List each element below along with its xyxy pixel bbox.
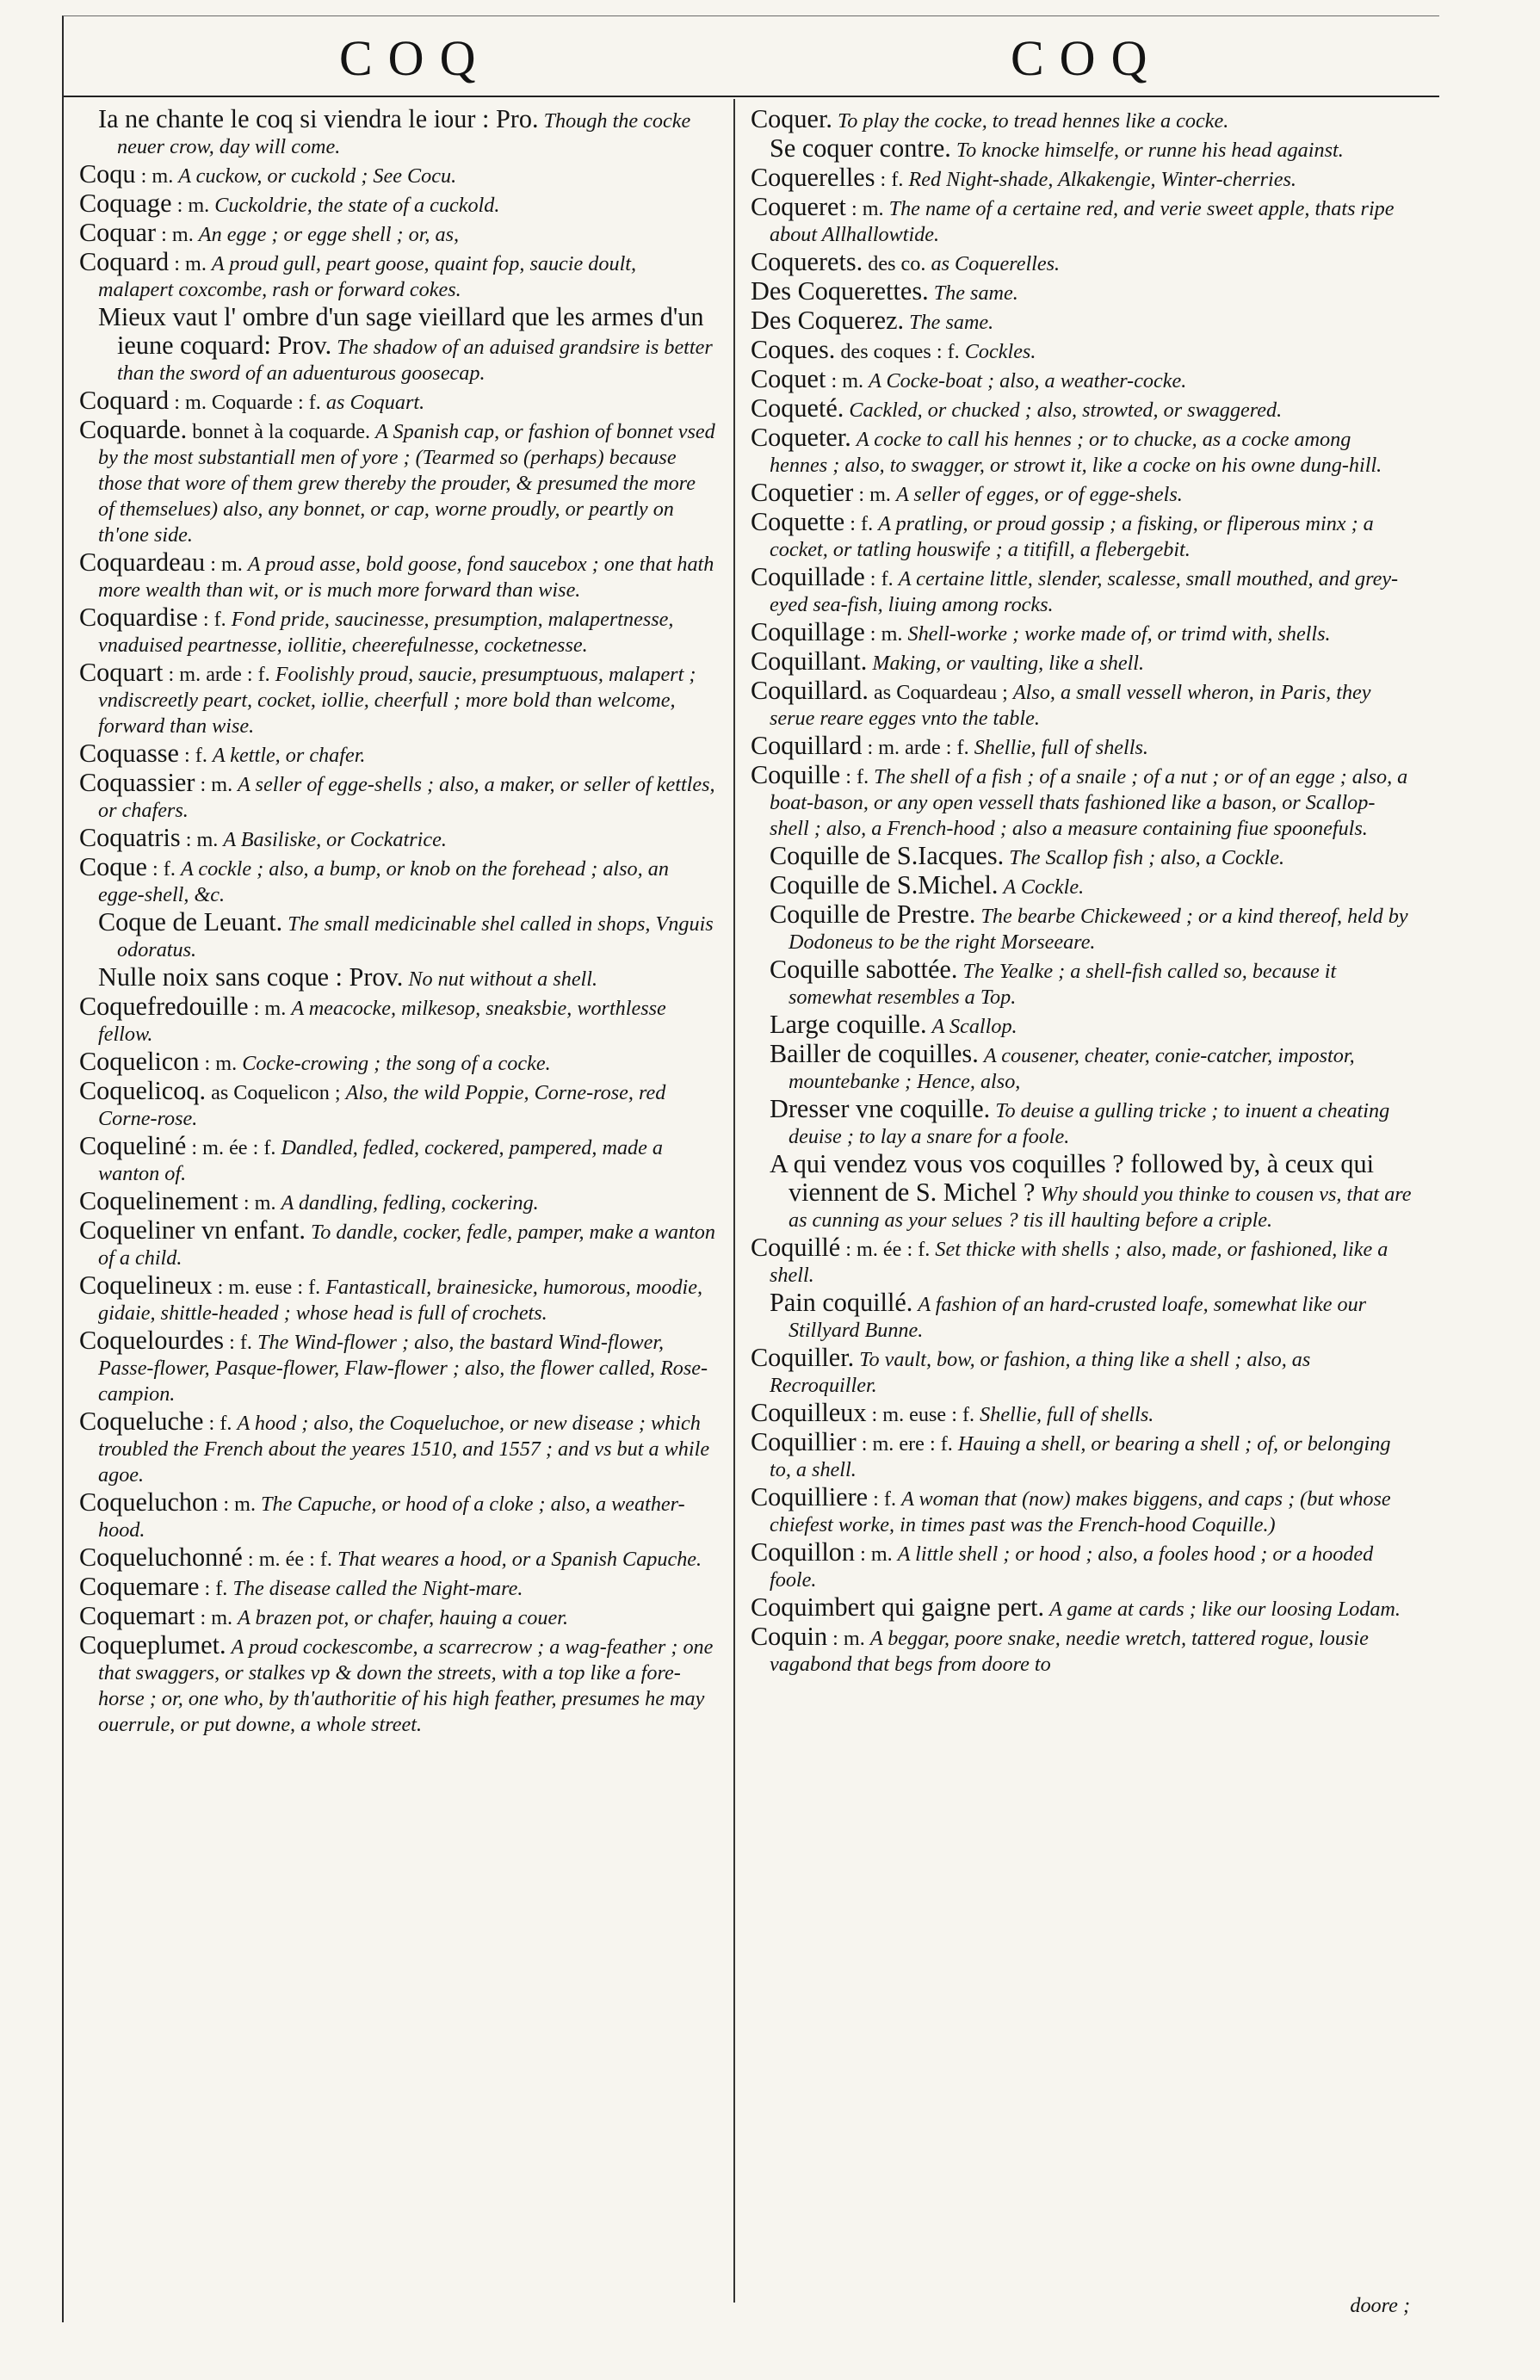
entry-definition: A kettle, or chafer. [212,744,366,767]
entry-headword: Coquerelles [751,163,875,192]
dictionary-entry [79,1408,716,1488]
entry-definition: A pratling, or proud gossip ; a fisking, or fliperous minx ; a cocket, or tatling houswife ; a titifill, a flebergebit. [770,512,1374,561]
entry-headword: Coquasse [79,739,179,768]
dictionary-entry [79,909,716,963]
dictionary-entry [79,740,716,769]
dictionary-entry [79,825,716,853]
dictionary-entry [79,1544,716,1573]
entry-headword: Coquelicon [79,1047,200,1076]
dictionary-entry [751,1400,1413,1428]
entry-grammar: : f. [202,608,226,631]
dictionary-entry [79,106,716,160]
entry-headword: Coquillon [751,1537,856,1567]
entry-grammar: : m. [174,252,207,275]
entry-definition: A fashion of an hard-crusted loafe, somewhat like our Stillyard Bunne. [789,1293,1367,1342]
entry-definition: Though the cocke neuer crow, day will come. [117,109,691,158]
entry-grammar: : m. [243,1191,276,1215]
entry-definition: A cockle ; also, a bump, or knob on the forehead ; also, an egge-shell, &c. [98,857,669,906]
dictionary-entry [751,106,1413,134]
entry-definition: Cuckoldrie, the state of a cuckold. [214,194,500,217]
dictionary-entry [751,249,1413,277]
dictionary-entry [751,956,1413,1011]
left-column [79,106,716,1739]
entry-headword: Coquemart [79,1601,195,1630]
dictionary-entry [751,872,1413,900]
dictionary-entry [751,1429,1413,1483]
entry-headword: Coquet [751,364,826,393]
entry-grammar: : m. [161,223,194,246]
entry-headword: Dresser vne coquille. [770,1094,991,1123]
dictionary-entry [751,1345,1413,1399]
dictionary-entry [79,854,716,908]
dictionary-entry [751,843,1413,871]
dictionary-entry [751,564,1413,618]
entry-definition: No nut without a shell. [408,967,598,991]
entry-grammar: : m. [204,1052,238,1075]
dictionary-entry [79,249,716,303]
entry-grammar: : f. [850,512,874,535]
dictionary-entry [751,677,1413,732]
entry-definition: A beggar, poore snake, needie wretch, tattered rogue, lousie vagabond that begs from doore to [770,1627,1369,1676]
entry-headword: Coquelourdes [79,1326,225,1355]
dictionary-entry [79,770,716,824]
entry-grammar: : f. [204,1577,228,1600]
entry-definition: as Coquerelles. [931,252,1061,275]
entry-definition: Set thicke with shells ; also, made, or fashioned, like a shell. [770,1238,1388,1287]
entry-grammar: : m. [850,197,884,220]
entry-headword: Coquarde. [79,415,188,444]
entry-grammar: : m. arde : f. [168,663,270,686]
entry-headword: Coqueter. [751,423,851,452]
dictionary-entry [751,164,1413,193]
dictionary-entry [79,1573,716,1602]
entry-grammar: : m. [140,164,174,188]
entry-headword: Coquille de Prestre. [770,899,976,929]
entry-grammar: : m. [200,773,233,796]
entry-headword: Coquilliere [751,1482,869,1511]
running-head [64,22,1439,97]
entry-definition: To knocke himselfe, or runne his head against. [956,139,1344,162]
right-column [751,106,1413,1678]
entry-definition: A little shell ; or hood ; also, a fooles hood ; or a hooded foole. [770,1542,1374,1592]
entry-headword: Coquin [751,1622,828,1651]
entry-headword: Coquillard. [751,676,869,705]
entry-definition: A Spanish cap, or fashion of bonnet vsed by the most substantiall men of yore ; (Tearmed so (perhaps) because those that wore of them grew thereby the prouder, & presumed the more of themselues) also, any bonnet, or cap, worne proudly, or peartly on th'one side. [98,420,715,547]
dictionary-entry [79,304,716,386]
entry-grammar: : m. ée : f. [247,1548,332,1571]
entry-definition: A proud cockescombe, a scarrecrow ; a wag-feather ; one that swaggers, or stalkes vp & down the streets, with a top like a fore-horse ; or, one who, by th'authoritie of his high feather, presumes he may ouerrule, or put downe, a whole street. [98,1635,714,1736]
entry-headword: Coquillé [751,1233,841,1262]
entry-headword: Mieux vaut l' ombre d'un sage vieillard que les armes d'un ieune coquard: Prov. [98,302,704,360]
entry-headword: Coqueplumet. [79,1630,226,1660]
entry-definition: A cuckow, or cuckold ; See Cocu. [178,164,457,188]
entry-definition: Shellie, full of shells. [974,736,1148,759]
entry-definition: That weares a hood, or a Spanish Capuche. [337,1548,702,1571]
dictionary-entry [79,190,716,219]
dictionary-entry [751,424,1413,479]
entry-headword: Coqueliner vn enfant. [79,1215,306,1245]
entry-definition: Also, a small vessell wheron, in Paris, they serue reare egges vnto the table. [770,681,1371,730]
entry-definition: A dandling, fedling, cockering. [281,1191,539,1215]
entry-definition: A Basiliske, or Cockatrice. [223,828,447,851]
entry-grammar: : f. [873,1487,897,1511]
entry-grammar: : m. ere : f. [861,1432,953,1456]
catchword-area [751,2290,1413,2315]
dictionary-entry [751,1623,1413,1678]
entry-headword: A qui vendez vous vos coquilles ? followed by, à ceux qui viennent de S. Michel ? [770,1149,1375,1207]
entry-definition: as Coquart. [325,391,425,414]
entry-definition: The disease called the Night-mare. [232,1577,523,1600]
entry-grammar: : m. [860,1542,893,1566]
dictionary-entry [751,194,1413,248]
entry-headword: Coquillade [751,562,865,591]
dictionary-entry [751,648,1413,677]
entry-definition: The name of a certaine red, and verie sweet apple, thats ripe about Allhallowtide. [770,197,1395,246]
entry-headword: Coquetier [751,478,854,507]
dictionary-entry [79,219,716,248]
entry-headword: Coquatris [79,823,181,852]
dictionary-entry [79,1078,716,1132]
entry-definition: A game at cards ; like our loosing Lodam. [1049,1598,1401,1621]
entry-definition: Foolishly proud, saucie, presumptuous, malapert ; vndiscreetly peart, cocket, iollie, cheerfull ; more bold than welcome, forward than wise. [98,663,696,738]
entry-definition: The Capuche, or hood of a cloke ; also, a weather-hood. [98,1493,685,1542]
dictionary-entry [79,1048,716,1077]
entry-headword: Coquillant. [751,646,868,676]
entry-definition: Shell-worke ; worke made of, or trimd with, shells. [907,622,1331,646]
entry-grammar: bonnet à la coquarde. [192,420,371,443]
dictionary-entry [751,479,1413,508]
entry-definition: The Scallop fish ; also, a Cockle. [1009,846,1285,869]
entry-definition: The small medicinable shel called in shops, Vnguis odoratus. [117,912,714,961]
dictionary-entry [751,1096,1413,1150]
entry-headword: Coquette [751,507,845,536]
entry-grammar: : m. [176,194,210,217]
entry-headword: Coquard [79,386,170,415]
entry-grammar: : m. [832,1627,865,1650]
entry-headword: Coquelinement [79,1186,238,1215]
dictionary-entry [751,1011,1413,1040]
entry-headword: Coquer. [751,104,832,133]
entry-grammar: as Coquardeau ; [874,681,1008,704]
dictionary-entry [751,509,1413,563]
entry-definition: The same. [909,311,994,334]
entry-headword: Coqueluchon [79,1487,219,1517]
entry-headword: Coquardise [79,603,198,632]
entry-headword: Coque de Leuant. [98,907,283,937]
running-head-left: COQ [339,30,492,86]
entry-headword: Des Coquerez. [751,306,905,335]
dictionary-entry [79,1603,716,1631]
dictionary-entry [79,659,716,739]
entry-definition: Cockles. [964,340,1036,363]
dictionary-entry [751,1539,1413,1593]
entry-headword: Coquage [79,189,172,218]
dictionary-entry [751,762,1413,842]
dictionary-entry [751,337,1413,365]
entry-headword: Coqueluchonné [79,1542,243,1572]
dictionary-entry [79,417,716,548]
entry-headword: Coquille de S.Michel. [770,870,999,899]
entry-definition: Shellie, full of shells. [980,1403,1154,1426]
entry-definition: Also, the wild Poppie, Corne-rose, red Corne-rose. [98,1081,666,1130]
dictionary-entry [751,733,1413,761]
dictionary-entry [79,1632,716,1738]
entry-definition: A brazen pot, or chafer, hauing a couer. [238,1606,568,1629]
entry-headword: Coquillier [751,1427,857,1456]
entry-headword: Coquilleux [751,1398,867,1427]
dictionary-entry [751,395,1413,423]
dictionary-entry [79,1133,716,1187]
entry-headword: Bailler de coquilles. [770,1039,979,1068]
entry-headword: Coquille de S.Iacques. [770,841,1005,870]
entry-headword: Coquillage [751,617,865,646]
entry-grammar: : m. [200,1606,233,1629]
entry-headword: Coquelineux [79,1270,213,1300]
entry-definition: A seller of egges, or of egge-shels. [896,483,1183,506]
entry-definition: Why should you thinke to cousen vs, that are as cunning as your selues ? tis ill haulting before a criple. [789,1183,1412,1232]
entry-headword: Des Coquerettes. [751,276,929,306]
entry-definition: A cousener, cheater, conie-catcher, impostor, mountebanke ; Hence, also, [789,1044,1355,1093]
entry-grammar: : f. [869,567,894,590]
entry-headword: Large coquille. [770,1010,927,1039]
entry-headword: Pain coquillé. [770,1288,913,1317]
entry-definition: To play the cocke, to tread hennes like a cocke. [838,109,1229,133]
entry-headword: Se coquer contre. [770,133,951,163]
entry-definition: A certaine little, slender, scalesse, small mouthed, and grey-eyed sea-fish, liuing among rocks. [770,567,1399,616]
dictionary-entry [751,278,1413,306]
entry-grammar: : m. euse : f. [217,1276,321,1299]
entry-headword: Nulle noix sans coque : Prov. [98,962,404,992]
entry-grammar: : m. arde : f. [867,736,969,759]
entry-definition: A cocke to call his hennes ; or to chucke, as a cocke among hennes ; also, to swagger, or strowt it, like a cocke on his owne dung-hill. [770,428,1382,477]
entry-headword: Coquerets. [751,247,863,276]
entry-definition: The Wind-flower ; also, the bastard Wind-flower, Passe-flower, Pasque-flower, Flaw-flower ; also, the flower called, Rose-campion. [98,1331,708,1406]
entry-headword: Coquille [751,760,841,789]
entry-grammar: as Coquelicon ; [211,1081,341,1104]
entry-headword: Coqueluche [79,1406,204,1436]
entry-definition: Making, or vaulting, like a shell. [872,652,1145,675]
entry-definition: A Scallop. [931,1015,1017,1038]
entry-headword: Coquart [79,658,164,687]
entry-grammar: : f. [880,168,904,191]
entry-grammar: : m. ée : f. [191,1136,276,1159]
entry-definition: A hood ; also, the Coqueluchoe, or new disease ; which troubled the French about the yeares 1510, and 1557 ; and vs but a while agoe. [98,1412,710,1487]
entry-grammar: : m. [831,369,864,393]
entry-definition: Fond pride, saucinesse, presumption, malapertnesse, vnaduised peartnesse, iollitie, cheerefulnesse, cocketnesse. [98,608,674,657]
entry-grammar: : f. [152,857,176,881]
entry-headword: Ia ne chante le coq si viendra le iour : Pro. [98,104,539,133]
entry-grammar: : m. [223,1493,256,1516]
entry-headword: Coqueret [751,192,846,221]
entry-grammar: : f. [184,744,207,767]
entry-definition: Cocke-crowing ; the song of a cocke. [242,1052,551,1075]
entry-definition: An egge ; or egge shell ; or, as, [198,223,460,246]
dictionary-entry [751,1594,1413,1623]
entry-definition: Hauing a shell, or bearing a shell ; of, or belonging to, a shell. [770,1432,1391,1481]
entry-headword: Coqu [79,159,136,189]
dictionary-entry [79,1327,716,1407]
entry-headword: Coquiller. [751,1343,855,1372]
entry-definition: The shell of a fish ; of a snaile ; of a nut ; or of an egge ; also, a boat-bason, or any open vessell thats fashioned like a bason, or Scallop-shell ; also, a French-hood ; also a measure containing fiue spoonefuls. [770,765,1408,840]
entry-headword: Coquar [79,218,157,247]
entry-definition: The Yealke ; a shell-fish called so, because it somewhat resembles a Top. [789,960,1337,1009]
entry-definition: A seller of egge-shells ; also, a maker, or seller of kettles, or chafers. [98,773,715,822]
entry-headword: Coquardeau [79,547,206,577]
dictionary-entry [751,366,1413,394]
entry-definition: To deuise a gulling tricke ; to inuent a cheating deuise ; to lay a snare for a foole. [789,1099,1390,1148]
entry-grammar: : f. [229,1331,252,1354]
dictionary-entry [751,1234,1413,1289]
entry-grammar: : m. Coquarde : f. [174,391,321,414]
entry-grammar: : m. [253,997,287,1020]
dictionary-entry [751,1484,1413,1538]
dictionary-entry [79,1272,716,1326]
dictionary-entry [751,135,1413,164]
dictionary-entry [79,161,716,189]
entry-definition: A proud asse, bold goose, fond saucebox ; one that hath more wealth than wit, or is much more forward than wise. [98,553,714,602]
dictionary-entry [79,964,716,992]
dictionary-entry [751,1041,1413,1095]
entry-definition: To vault, bow, or fashion, a thing like a shell ; also, as Recroquiller. [770,1348,1311,1397]
dictionary-entry [751,901,1413,955]
entry-headword: Coquillard [751,731,863,760]
entry-headword: Coquimbert qui gaigne pert. [751,1592,1045,1622]
entry-definition: The same. [933,281,1018,305]
entry-headword: Coquard [79,247,170,276]
dictionary-entry [79,993,716,1048]
column-divider [733,99,735,2303]
dictionary-entry [751,1289,1413,1344]
entry-grammar: : m. euse : f. [871,1403,975,1426]
dictionary-entry [751,1151,1413,1233]
entry-headword: Coquassier [79,768,195,797]
entry-headword: Coques. [751,335,836,364]
dictionary-entry [79,1188,716,1216]
entry-definition: The shadow of an aduised grandsire is better than the sword of an aduenturous goosecap. [117,336,713,385]
entry-grammar: : m. [210,553,243,576]
dictionary-page [62,15,1439,2322]
entry-definition: Cackled, or chucked ; also, strowted, or swaggered. [849,399,1283,422]
dictionary-entry [751,307,1413,336]
entry-definition: Fantasticall, brainesicke, humorous, moodie, gidaie, shittle-headed ; whose head is full of crochets. [98,1276,703,1325]
entry-grammar: des co. [868,252,926,275]
entry-grammar: : f. [208,1412,232,1435]
dictionary-entry [79,549,716,603]
entry-definition: A Cocke-boat ; also, a weather-cocke. [869,369,1187,393]
entry-definition: Red Night-shade, Alkakengie, Winter-cherries. [908,168,1296,191]
entry-headword: Coque [79,852,147,881]
dictionary-entry [79,387,716,416]
entry-headword: Coquelicoq. [79,1076,207,1105]
entry-grammar: : m. [858,483,891,506]
entry-definition: A Cockle. [1003,875,1085,899]
running-head-right: COQ [1011,30,1163,86]
entry-definition: A meacocke, milkesop, sneaksbie, worthlesse fellow. [98,997,666,1046]
entry-definition: To dandle, cocker, fedle, pamper, make a wanton of a child. [98,1221,715,1270]
entry-definition: Dandled, fedled, cockered, pampered, made a wanton of. [98,1136,664,1185]
entry-headword: Coquefredouille [79,992,249,1021]
entry-grammar: des coques : f. [840,340,960,363]
entry-definition: The bearbe Chickeweed ; or a kind thereof, held by Dodoneus to be the right Morseeare. [789,905,1408,954]
entry-headword: Coqueté. [751,393,844,423]
dictionary-entry [751,619,1413,647]
dictionary-entry [79,1217,716,1271]
entry-headword: Coquille sabottée. [770,955,958,984]
entry-definition: A proud gull, peart goose, quaint fop, saucie doult, malapert coxcombe, rash or forward cokes. [98,252,637,301]
entry-grammar: : m. [869,622,903,646]
entry-grammar: : f. [845,765,869,788]
catchword: doore ; [1350,2294,1410,2317]
entry-definition: A woman that (now) makes biggens, and caps ; (but whose chiefest worke, in times past was the French-hood Coquille.) [770,1487,1391,1536]
dictionary-entry [79,604,716,658]
entry-headword: Coquemare [79,1572,200,1601]
entry-grammar: : m. ée : f. [845,1238,931,1261]
entry-grammar: : m. [185,828,219,851]
dictionary-entry [79,1489,716,1543]
entry-headword: Coqueliné [79,1131,187,1160]
